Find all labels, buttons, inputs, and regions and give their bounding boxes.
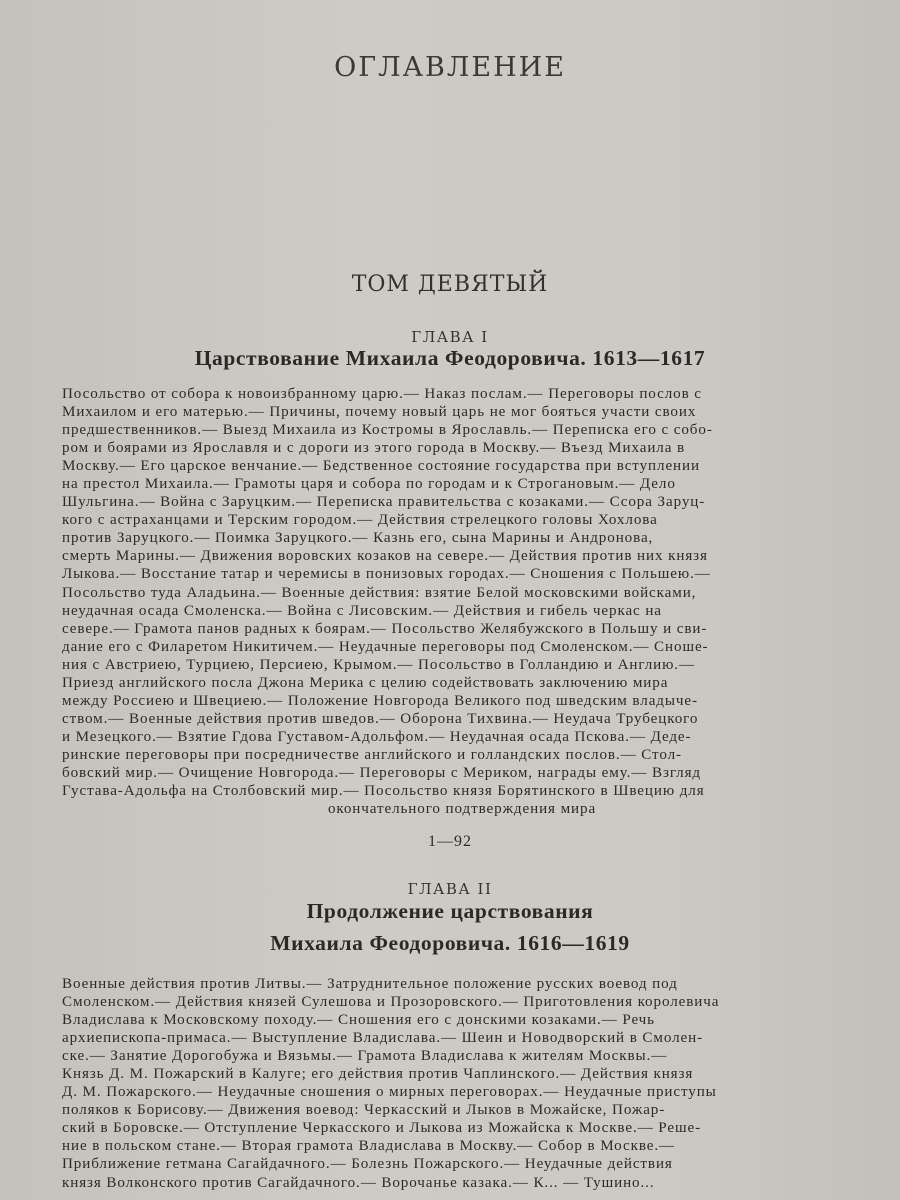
chapter-1-line: между Россиею и Швециею.— Положение Новгорода Великого под шведским владыче- [62,692,698,709]
chapter-1-line: Посольство туда Аладьина.— Военные действия: взятие Белой московскими войсками, [62,584,697,601]
chapter-2-heading-line-2: Михаила Феодоровича. 1616—1619 [270,931,630,955]
chapter-1-line: севере.— Грамота панов радных к боярам.— Посольство Желябужского в Польшу и сви- [62,620,708,637]
chapter-1-line: Посольство от собора к новоизбранному царю.— Наказ послам.— Переговоры послов с [62,386,702,402]
chapter-2-line: Владислава к Московскому походу.— Сношения его с донскими козаками.— Речь [62,1012,655,1029]
chapter-2-line: Князь Д. М. Пожарский в Калуге; его действия против Чаплинского.— Действия князя [62,1066,694,1083]
volume-title: ТОМ ДЕВЯТЫЙ [351,272,549,297]
chapter-2-label: ГЛАВА II [407,880,493,898]
chapter-2-line: князя Волконского против Сагайдачного.— Ворочанье казака.— К... — Тушино... [62,1174,655,1191]
chapter-1-line: кого с астраханцами и Терским городом.— Действия стрелецкого головы Хохлова [62,512,658,529]
chapter-1-line: смерть Марины.— Движения воровских козаков на севере.— Действия против них князя [62,548,708,565]
chapter-2-line: поляков к Борисову.— Движения воевод: Черкасский и Лыков в Можайске, Пожар- [62,1102,666,1119]
chapter-1-line: Михаилом и его матерью.— Причины, почему новый царь не мог бояться участи своих [62,404,697,421]
chapter-1-line: на престол Михаила.— Грамоты царя и собора по городам и к Строгановым.— Дело [62,476,676,493]
chapter-2-summary [62,975,862,1192]
chapter-1-line: Густава-Адольфа на Столбовский мир.— Посольство князя Борятинского в Швецию для [62,783,705,800]
chapter-1-line: против Заруцкого.— Поимка Заруцкого.— Казнь его, сына Марины и Андронова, [62,530,654,547]
chapter-2-line: архиепископа-примаса.— Выступление Владислава.— Шеин и Новодворский в Смолен- [62,1030,704,1047]
chapter-1-line: ринские переговоры при посредничестве английского и голландских послов.— Стол- [62,746,682,763]
chapter-2-line: Смоленском.— Действия князей Сулешова и Прозоровского.— Приготовления королевича [62,994,720,1011]
chapter-2-line: Военные действия против Литвы.— Затруднительное положение русских воевод под [62,976,678,992]
chapter-1-label: ГЛАВА I [411,328,489,346]
chapter-2-line: Д. М. Пожарского.— Неудачные сношения о мирных переговорах.— Неудачные приступы [62,1084,717,1101]
chapter-1-line: дание его с Филаретом Никитичем.— Неудачные переговоры под Смоленском.— Сноше- [62,638,709,655]
toc-title: ОГЛАВЛЕНИЕ [334,52,566,83]
chapter-2-line: ский в Боровске.— Отступление Черкасского и Лыкова из Можайска к Москве.— Реше- [62,1120,702,1137]
chapter-2-line: ние в польском стане.— Вторая грамота Владислава в Москву.— Собор в Москве.— [62,1138,676,1155]
chapter-1-line: ния с Австриею, Турциею, Персиею, Крымом.— Посольство в Голландию и Англию.— [62,656,695,673]
chapter-2-line: Приближение гетмана Сагайдачного.— Болезнь Пожарского.— Неудачные действия [62,1156,673,1173]
chapter-2-heading-line-1: Продолжение царствования [306,899,594,923]
chapter-1-line: ром и боярами из Ярославля и с дороги из этого города в Москву.— Въезд Михаила в [62,440,686,457]
chapter-1-line: предшественников.— Выезд Михаила из Костромы в Ярославль.— Переписка его с собо- [62,422,713,439]
chapter-1-line: окончательного подтверждения мира [327,801,597,818]
chapter-1-line: и Мезецкого.— Взятие Гдова Густавом-Адольфом.— Неудачная осада Пскова.— Деде- [62,728,692,745]
chapter-1-heading: Царствование Михаила Феодоровича. 1613—1617 [194,346,706,370]
chapter-1-line: неудачная осада Смоленска.— Война с Лисовским.— Действия и гибель черкас на [62,602,662,619]
chapter-1-line: Москву.— Его царское венчание.— Бедственное состояние государства при вступлении [62,458,700,475]
chapter-1-line: Приезд английского посла Джона Мерика с целию содействовать заключению мира [62,674,669,691]
chapter-1-summary [62,385,862,818]
chapter-1-line: бовский мир.— Очищение Новгорода.— Переговоры с Мериком, награды ему.— Взгляд [62,764,701,781]
chapter-2-line: ске.— Занятие Дорогобужа и Вязьмы.— Грамота Владислава к жителям Москвы.— [62,1048,668,1065]
chapter-1-line: Лыкова.— Восстание татар и черемисы в понизовых городах.— Сношения с Польшею.— [62,566,711,583]
chapter-1-pages: 1—92 [428,833,472,850]
chapter-1-line: Шульгина.— Война с Заруцким.— Переписка правительства с козаками.— Ссора Заруц- [62,494,706,511]
chapter-1-line: ством.— Военные действия против шведов.— Оборона Тихвина.— Неудача Трубецкого [62,710,699,727]
